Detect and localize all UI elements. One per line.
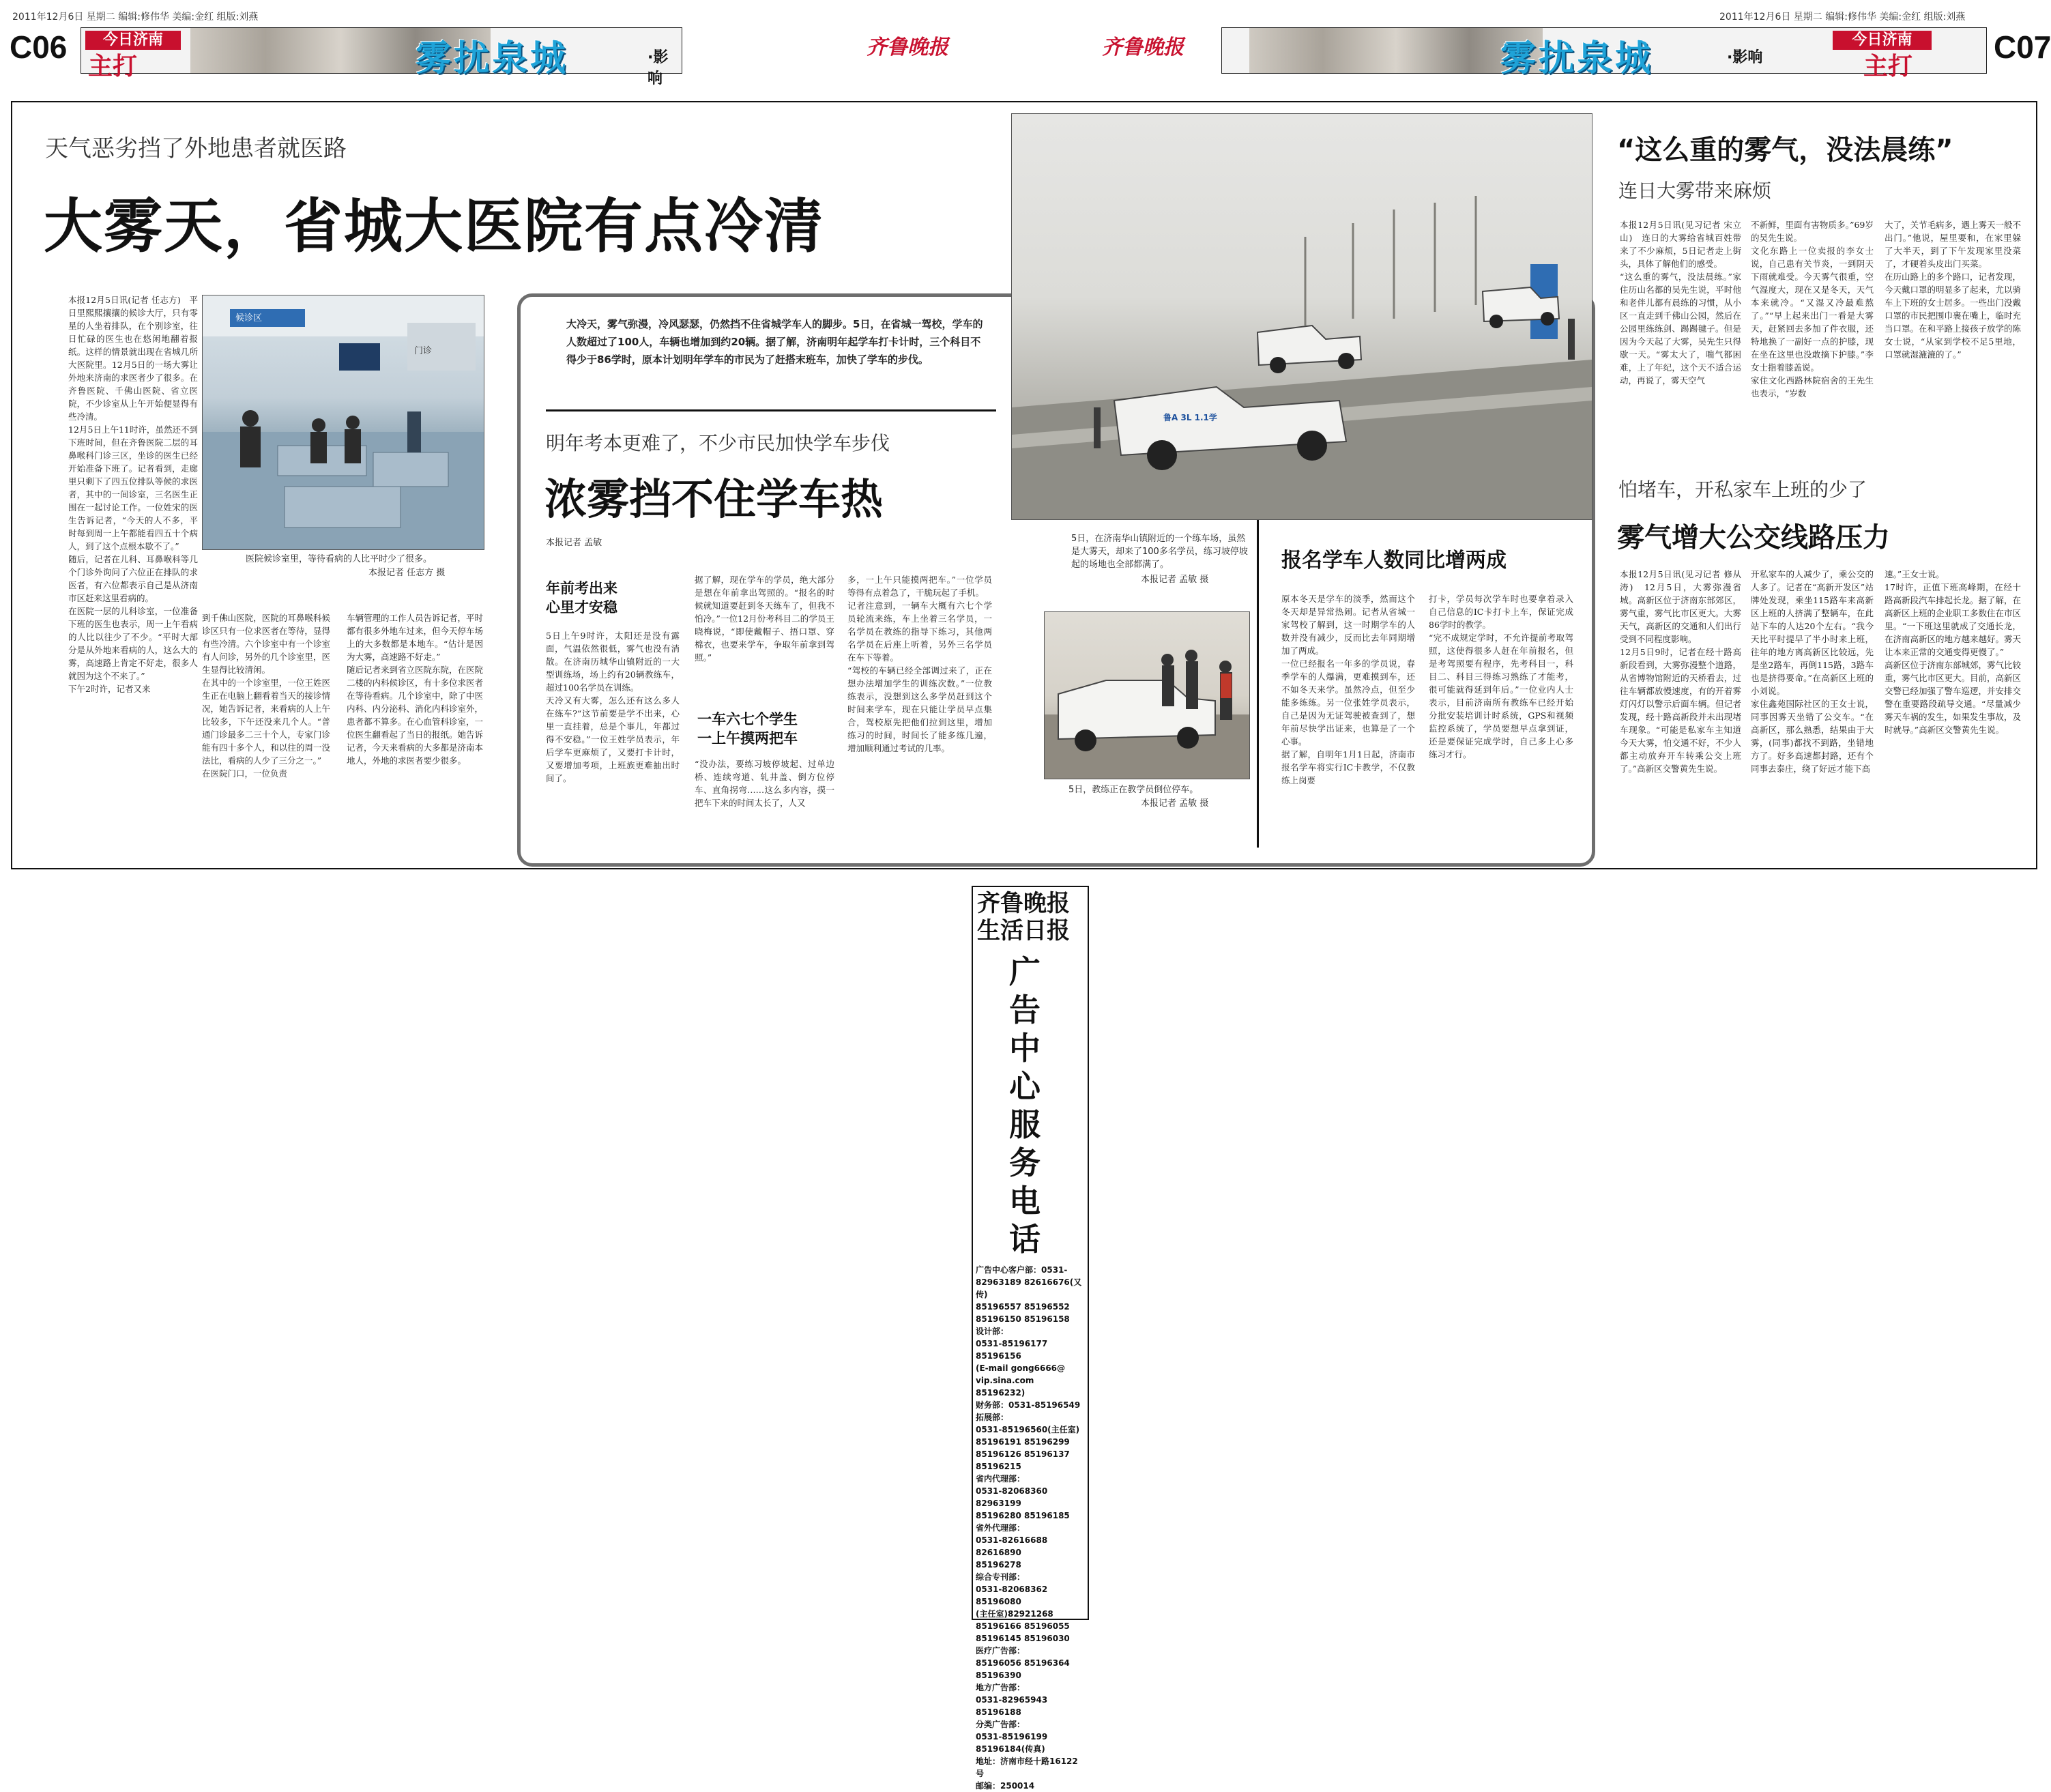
ad-contact-line: 分类广告部： xyxy=(976,1720,1026,1729)
masthead-left: 齐鲁晚报 xyxy=(867,35,948,59)
driving-headline: 浓雾挡不住学车热 xyxy=(544,474,884,524)
ad-contact-line: 85196150 85196158 xyxy=(976,1314,1070,1324)
masthead-right: 齐鲁晚报 xyxy=(1102,35,1184,59)
left-date-line: 2011年12月6日 星期二 编辑:修伟华 美编:金红 组版:刘燕 xyxy=(12,12,259,23)
banner-suffix: ·影响 xyxy=(648,49,669,87)
ad-contact-line: 85196215 xyxy=(976,1462,1021,1471)
ad-contact-line: 拓展部： xyxy=(976,1413,1009,1422)
ad-contact-line: 地址：济南市经十路16122号 xyxy=(976,1757,1078,1778)
ad-brand-1: 齐鲁晚报 xyxy=(977,890,1070,917)
ad-contact-line: 0531-85196199 xyxy=(976,1732,1048,1742)
driving-column-2a: 据了解，现在学车的学员，绝大部分是想在年前拿出驾照的。“报名的时候就知道要赶到冬天练车了，但我不怕冷。”一位12月份考科目二的学员王晓梅说，“即使戴帽子、捂口罩、穿棉衣，也要来学车，争取年前拿到驾照。” xyxy=(695,575,834,663)
banner-title-right: 雾扰泉城 xyxy=(1500,38,1654,79)
driving-side-column-2: 打卡，学员每次学车时也要拿着录入自己信息的IC卡打卡上车，保证完成86学时的教学。 “完不成规定学时，不允许提前考取驾照，这使得很多人赶在年前报名，但是考驾照要有程序，先考科目一，科目二、科目三得练习熟练了才能考，很可能就得延到年后。”一位业内人士表示，目前济南所有教练车已经开始分批安装培训计时系统，GPS和视频监控系统了，学员要想早点拿到证，还是要保证完成学时，自己多上心多练习才行。 xyxy=(1429,594,1573,760)
ad-contact-line: 85196557 85196552 xyxy=(976,1302,1070,1312)
ad-contact-line: vip.sina.com 85196232) xyxy=(976,1376,1034,1398)
hospital-photo-illustration xyxy=(203,295,484,549)
driving-side-column-1: 原本冬天是学车的淡季，然而这个冬天却是异常热闹。记者从省城一家驾校了解到，这一时期学车的人数并没有减少，反而比去年同期增加了两成。 一位已经报名一年多的学员说，春季学车的人爆满，更难摸到车，还不如冬天来学。虽然冷点，但至少能多练练。另一位张姓学员表示，自己是因为无证驾驶被查到了，想年前尽快学出证来，也算是了一个心事。 据了解，自明年1月1日起，济南市报名学车将实行IC卡教学，不仅教练上岗要 xyxy=(1281,594,1415,785)
driving-kicker: 明年考本更难了，不少市民加快学车步伐 xyxy=(546,432,890,454)
ad-contact-line: 85196278 xyxy=(976,1560,1021,1570)
driving-column-1: 5日上午9时许，太阳还是没有露面，气温依然很低，雾气也没有消散。在济南历城华山镇附近的一大型训练场，场上约有20辆教练车，超过100名学员在训练。 天冷又有大雾，怎么还有这么多人在练车?“这节前要是学不出来，心里一直挂着，总是个事儿，年都过得不安稳。”一位王姓学员表示，年后学车更麻烦了，又要打卡计时，又要增加考项，上班族更难抽出时间了。 xyxy=(546,631,680,783)
section-label-right: 主打 xyxy=(1863,53,1913,81)
ad-contact-line: 85196056 85196364 xyxy=(976,1658,1070,1668)
driving-photo-2-credit: 本报记者 孟敏 摄 xyxy=(1141,798,1209,809)
exercise-column-1: 本报12月5日讯(见习记者 宋立山) 连日的大雾给省城百姓带来了不少麻烦，5日记者走上街头，具体了解他们的感受。 “这么重的雾气，没法晨练。”家住历山名都的吴先生说，平时他和老伴儿都有晨练的习惯，从小区一直走到千佛山公园，然后在公园里练练剑、踢踢毽子。但是因为今天起了大雾，吴先生只得歇一天。“雾太大了，喘气都困难，上了年纪，这个天不适合运动，再说了，雾天空气 xyxy=(1620,220,1741,386)
ad-contact-line: 省内代理部： xyxy=(976,1474,1026,1484)
banner-photo-strip-right xyxy=(1249,28,1543,73)
ad-contact-line: 财务部：0531-85196549 xyxy=(976,1400,1081,1410)
ad-brand-2: 生活日报 xyxy=(977,917,1070,944)
driving-side-divider xyxy=(1257,520,1259,848)
driving-range-illustration xyxy=(1012,114,1592,519)
ad-contact-line: 85196166 85196055 xyxy=(976,1621,1070,1631)
ad-contact-line: 设计部： xyxy=(976,1327,1009,1336)
driving-subhead-1: 年前考出来 心里才安稳 xyxy=(546,580,617,616)
exercise-headline: “这么重的雾气，没法晨练” xyxy=(1617,134,1953,166)
right-page-number: C07 xyxy=(1994,29,2051,65)
hospital-col1-top: 本报12月5日讯(记者 任志方) 平日里熙熙攘攘的候诊大厅，只有零星的人坐着排队，在个别诊室，往日忙碌的医生也在悠闲地翻着报纸。这样的情景就出现在省城几所大医院里。12月5日的一场大雾让外地来济南的求医者少了很多。在齐鲁医院、千佛山医院、省立医院，不少诊室从上午开始便显得有些冷清。 xyxy=(68,295,198,422)
ad-box xyxy=(972,886,1089,1791)
ad-contact-line: 85196126 85196137 xyxy=(976,1449,1070,1459)
banner-title: 雾扰泉城 xyxy=(416,38,569,79)
hospital-column-1 xyxy=(68,293,198,850)
ad-contact-line: 0531-85196560(主任室) xyxy=(976,1425,1080,1434)
hospital-photo-sign-2: 门诊 xyxy=(414,346,433,356)
ad-contact-line: 广告中心客户部：0531- xyxy=(976,1265,1068,1275)
hospital-waiting-room-photo xyxy=(202,295,484,550)
section-tag: 今日济南 xyxy=(85,31,181,50)
section-tag-right: 今日济南 xyxy=(1833,31,1932,50)
driving-instructor-photo xyxy=(1044,611,1250,779)
ad-contact-line: 85196184(传真) xyxy=(976,1744,1045,1754)
bus-column-2: 开私家车的人减少了，乘公交的人多了。记者在“高新开发区”站牌处发现，乘坐115路车来高新区上班的人挤满了整辆车，在此站下车的人达20个左右。“我今天比平时提早了半小时来上班，往年的地方离高新区比较远，先是坐2路车，再倒115路，3路车也是挤得要命。”在高新区上班的小刘说。 家住鑫苑国际社区的王女士说，同事因雾天坐错了公交车。“在高新区，那么熟悉，结果由于大雾，(同事)都找不到路，坐错地方了。好多高速都封路，还有个同事去泰庄，绕了好远才能下高 xyxy=(1751,569,1874,774)
ad-vertical-title: 广告中心服务电话 xyxy=(1009,953,1041,1258)
ad-contact-line: 85196191 85196299 xyxy=(976,1437,1070,1447)
ad-contact-line: 邮编：250014 xyxy=(976,1781,1035,1791)
driving-range-photo xyxy=(1011,113,1592,520)
bus-kicker: 怕堵车，开私家车上班的少了 xyxy=(1618,478,1867,501)
driving-column-2b: “没办法，要练习坡停坡起、过单边桥、连续弯道、轧井盖、倒方位停车、直角拐弯……这么多内容，摸一把车下来的时间太长了，人又 xyxy=(695,759,834,808)
photo-license-plate: 鲁A 3L 1.1学 xyxy=(1163,413,1217,422)
right-banner xyxy=(1221,27,1987,81)
ad-contact-line: 85196280 85196185 xyxy=(976,1511,1070,1520)
left-page-number: C06 xyxy=(10,29,68,65)
ad-contact-line: (主任室)82921268 xyxy=(976,1609,1053,1619)
hospital-col1-bottom: 12月5日上午11时许，虽然还不到下班时间，但在齐鲁医院二层的耳鼻喉科门诊三区，坐诊的医生已经开始准备下班了。记者看到，走廊里只剩下了四五位排队等候的求医者，其中的一间诊室，三名医生正围在一起讨论工作。一位姓宋的医生告诉记者，“今天的人不多，平时每到周一上午都能看四五十个病人，到了这个点根本歇不了。” 随后，记者在儿科、耳鼻喉科等几个门诊外询问了六位正在排队的求医者，有六位都表示自己是从济南市区赶来这里看病的。 在医院一层的儿科诊室，一位准备下班的医生也表示，周一上午看病的人比以往少了不少。“平时大部分是从外地来看病的人，这么大的雾，高速路上肯定不好走，很多人就因为这个不来了。” 下午2时许，记者又来 xyxy=(68,424,198,694)
driving-byline: 本报记者 孟敏 xyxy=(546,538,602,548)
bus-column-1: 本报12月5日讯(见习记者 修从涛) 12月5日，大雾弥漫省城。高新区位于济南东部郊区，雾气重，雾气比市区更大。大雾天气，高新区的交通和人们出行受到不同程度影响。 12月5日9时，记者在经十路高新段看到，大雾弥漫整个道路，从省博物馆附近的天桥看去，过往车辆都放慢速度，有的开着雾灯闪灯以警示后面车辆。但记者发现，经十路高新段并未出现堵车现象。“可能是私家车主知道今天大雾，怕交通不好，不少人都主动放弃开车转乘公交上班了。”高新区交警黄先生说。 xyxy=(1620,569,1741,774)
banner-suffix-right: ·影响 xyxy=(1727,49,1763,66)
bus-column-3: 速。”王女士说。 17时许，正值下班高峰期，在经十路高新段汽车排起长龙。据了解，在高新区上班的企业职工多数住在市区里。“一下班这里就成了交通长龙，在济南高新区的地方越来越好。雾天让本来正常的交通变得更慢了。” 高新区位于济南东部城郊，雾气比较重，雾气比市区更大。目前，高新区交警已经加强了警车巡逻，并安排交警在重要路段疏导交通。“尽量减少雾天车祸的发生，如果发生事故，及时就导。”高新区交警黄先生说。 xyxy=(1885,569,2022,735)
right-date-line: 2011年12月6日 星期二 编辑:修伟华 美编:金红 组版:刘燕 xyxy=(1719,12,1966,23)
exercise-kicker: 连日大雾带来麻烦 xyxy=(1618,179,1772,202)
driving-photo-2-caption: 5日，教练正在教学员倒位停车。 xyxy=(1068,785,1199,795)
hospital-headline: 大雾天，省城大医院有点冷清 xyxy=(44,192,824,261)
driving-lead-rule xyxy=(546,409,996,411)
driving-column-3: 多，一上午只能摸两把车。”一位学员等得有点着急了，干脆玩起了手机。 记者注意到，一辆车大概有六七个学员轮流来练，车上坐着三名学员，一名学员在教练的指导下练习，其他两名学员在后座上听着，另外三名学员在车下等着。 “驾校的车辆已经全部调过来了，正在想办法增加学生的训练次数。”一位教练表示，没想到这么多学员赶到这个时间来学车，现在只能让学员早点集合，驾校原先把他们拉到这里，增加练习的时间，时间长了能多练几遍，增加顺利通过考试的几率。 xyxy=(847,575,992,753)
bus-headline: 雾气增大公交线路压力 xyxy=(1617,522,1890,553)
ad-contact-line: 0531-82068362 85196080 xyxy=(976,1585,1048,1606)
ad-contact-line: 0531-82068360 82963199 xyxy=(976,1486,1048,1508)
exercise-column-3: 大了，关节毛病多，遇上雾天一般不出门。”他说，屋里要和，在家里躲了大半天，到了下午发现家里没菜了，才硬着头皮出门买菜。 在历山路上的多个路口，记者发现，今天戴口罩的明显多了起来，尤以骑车上下班的女士居多。一些出门没戴口罩的市民把围巾裹在嘴上，临时充当口罩。在和平路上接孩子放学的陈女士说，“从家到学校不足5里地，口罩就湿漉漉的了。” xyxy=(1885,220,2022,360)
driving-instructor-illustration xyxy=(1045,612,1249,779)
hospital-column-3: 车辆管理的工作人员告诉记者，平时都有很多外地车过来，但今天停车场上的大多数都是本地车。“估计是因为大雾，高速路不好走。” 随后记者来到省立医院东院，在医院二楼的内科候诊区，有十多位求医者在等待看病。几个诊室中，除了中医内科、内分泌科、消化内科诊室外，患者都不算多。在心血管科诊室，一位医生翻看起了当日的报纸。她告诉记者，今天来看病的大多都是济南本地人，外地的求医者要少很多。 xyxy=(347,613,484,766)
driving-lead: 大冷天，雾气弥漫，冷风瑟瑟，仍然挡不住省城学车人的脚步。5日，在省城一驾校，学车的人数超过了100人，车辆也增加到约20辆。据了解，济南明年起学车打卡计时，三个科目不得少于86学时，原本计划明年学车的市民为了赶搭末班车，加快了学车的步伐。 xyxy=(566,318,983,366)
ad-contact-line: (E-mail gong6666@ xyxy=(976,1363,1066,1373)
ad-contact-line: 82963189 82616676(又传) xyxy=(976,1277,1082,1299)
driving-subhead-2: 一车六七个学生 一上午摸两把车 xyxy=(697,711,798,747)
hospital-photo-credit: 本报记者 任志方 摄 xyxy=(368,568,446,578)
hospital-photo-caption: 医院候诊室里，等待看病的人比平时少了很多。 xyxy=(246,554,433,564)
ad-contact-line: 0531-82616688 82616890 xyxy=(976,1535,1048,1557)
ad-contact-line: 地方广告部： xyxy=(976,1683,1026,1692)
ad-contact-line: 省外代理部： xyxy=(976,1523,1026,1533)
ad-contact-list xyxy=(976,1264,1085,1792)
exercise-column-2: 不新鲜，里面有害物质多。”69岁的吴先生说。 文化东路上一位卖报的李女士说，自己患有关节炎，一到阴天下雨就难受。今天雾气很重，空气湿度大，现在又是冬天，天气本来就冷。“又湿又冷最难熬了。”“早上起来出门一看是大雾天，赶紧回去多加了件衣服，还特地换了一副好一点的护膝，现在坐在这里也没敢摘下护膝。”李女士指着膝盖说。 家住文化西路林院宿舍的王先生也表示，“岁数 xyxy=(1751,220,1874,399)
hospital-kicker: 天气恶劣挡了外地患者就医路 xyxy=(45,135,347,162)
hospital-photo-sign-1: 候诊区 xyxy=(235,313,263,323)
ad-contact-line: 医疗广告部： xyxy=(976,1646,1026,1656)
ad-contact-line: 0531-85196177 85196156 xyxy=(976,1339,1048,1361)
driving-side-headline: 报名学车人数同比增两成 xyxy=(1281,549,1507,573)
hospital-column-2: 到千佛山医院，医院的耳鼻喉科候诊区只有一位求医者在等待，显得有些冷清。六个诊室中有一个诊室有人问诊，另外的几个诊室里，医生显得比较清闲。 在其中的一个诊室里，一位王姓医生正在电脑上翻看着当天的接诊情况，她告诉记者，来看病的人上午比较多，下午还没来几个人。“普通门诊最多二三十个人，专家门诊能有四十多个人，和以往的周一没法比，看病的人少了三分之一。” 在医院门口，一位负责 xyxy=(202,613,330,779)
ad-contact-line: 0531-82965943 85196188 xyxy=(976,1695,1048,1717)
driving-photo-1-credit: 本报记者 孟敏 摄 xyxy=(1141,575,1209,585)
section-label: 主打 xyxy=(88,53,138,81)
ad-contact-line: 85196145 85196030 xyxy=(976,1634,1070,1643)
driving-photo-1-caption: 5日，在济南华山镇附近的一个练车场，虽然是大雾天，却来了100多名学员，练习坡停坡起的场地也全部都满了。 xyxy=(1071,534,1248,570)
ad-contact-line: 综合专刊部： xyxy=(976,1572,1026,1582)
left-banner xyxy=(81,27,682,87)
ad-contact-line: 85196390 xyxy=(976,1671,1021,1680)
